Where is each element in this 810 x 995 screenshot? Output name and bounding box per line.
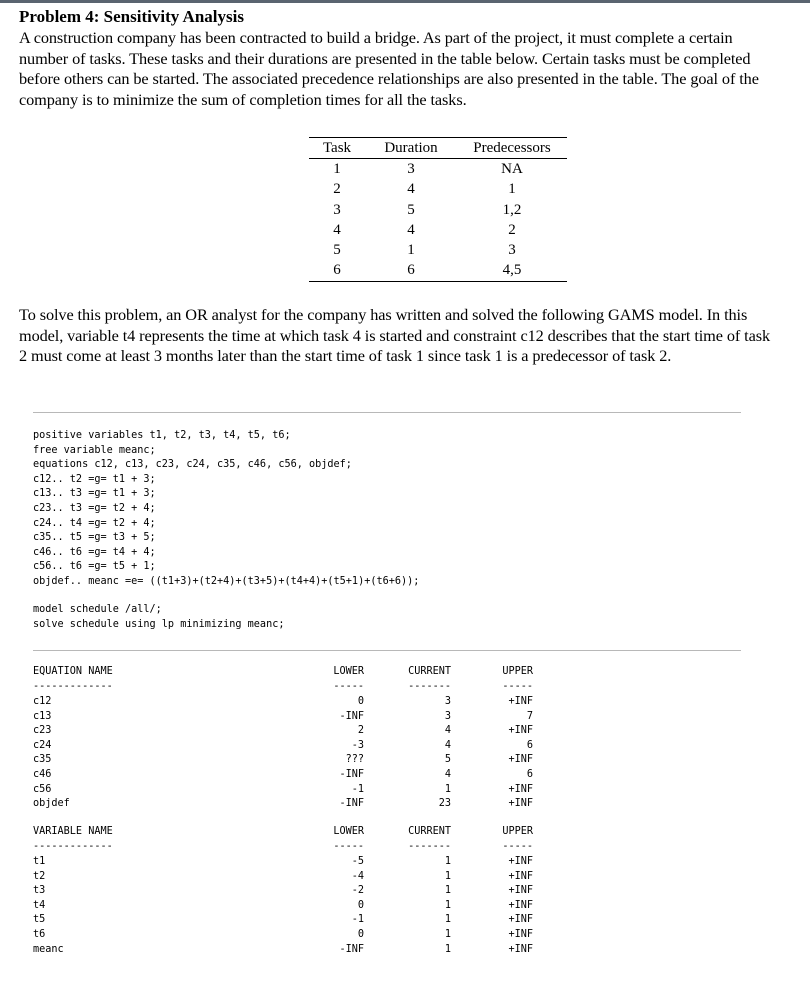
lower-value: 0 [357, 696, 364, 707]
col-header-task: Task [309, 138, 365, 159]
duration-cell: 6 [365, 260, 457, 281]
gams-code-block [33, 429, 419, 590]
variable-name: meanc [33, 943, 64, 955]
col-header-current: CURRENT [408, 826, 451, 837]
lower-value: -3 [351, 739, 364, 751]
equation-name: objdef [33, 798, 70, 810]
header-underline: ----- [333, 681, 364, 692]
current-value: 1 [444, 914, 451, 926]
divider [33, 412, 741, 413]
col-header-predecessors: Predecessors [457, 138, 567, 159]
col-header-variable-name: VARIABLE NAME [33, 826, 113, 837]
current-value: 1 [444, 899, 451, 911]
task-cell: 3 [333, 201, 341, 218]
predecessors-cell: 1 [508, 181, 516, 198]
code-line: objdef.. meanc =e= ((t1+3)+(t2+4)+(t3+5)+(t4+4)+(t5+1)+(t6+6)); [33, 575, 420, 587]
variable-name: t6 [33, 929, 46, 940]
lower-value: -INF [339, 798, 364, 810]
predecessors-cell: 3 [508, 242, 516, 259]
variable-name: t1 [33, 856, 46, 867]
task-cell: 4 [333, 221, 341, 238]
upper-value: 6 [526, 769, 533, 780]
table-row [309, 260, 567, 281]
code-line: c35.. t5 =g= t3 + 5; [33, 532, 156, 544]
code-line: solve schedule using lp minimizing meanc; [33, 618, 285, 630]
variable-name: t2 [33, 870, 46, 882]
header-underline: ----- [502, 841, 533, 852]
upper-value: +INF [508, 929, 533, 940]
equation-name: c13 [33, 710, 52, 722]
col-header-equation-name: EQUATION NAME [33, 666, 113, 677]
table-row [309, 220, 567, 240]
col-header-current: CURRENT [408, 666, 451, 677]
equation-name: c24 [33, 739, 52, 751]
upper-value: +INF [508, 798, 533, 810]
current-value: 4 [444, 725, 451, 737]
variable-name: t5 [33, 914, 46, 926]
current-value: 1 [444, 870, 451, 882]
code-line: model schedule /all/; [33, 604, 162, 615]
duration-cell: 3 [407, 161, 415, 177]
current-value: 1 [444, 885, 451, 897]
predecessors-cell: 2 [508, 221, 516, 238]
current-value: 3 [444, 710, 451, 722]
upper-value: +INF [508, 899, 533, 911]
duration-cell: 1 [407, 242, 415, 259]
col-header-duration: Duration [365, 138, 457, 159]
header-underline: ----- [333, 841, 364, 852]
duration-cell: 4 [407, 181, 415, 198]
table-row [309, 200, 567, 220]
predecessors-cell: 4,5 [457, 260, 567, 281]
upper-value: +INF [508, 885, 533, 897]
predecessors-cell: 1,2 [502, 201, 522, 218]
equation-name: c12 [33, 696, 52, 707]
current-value: 5 [444, 754, 451, 766]
duration-cell: 5 [407, 201, 415, 218]
divider [33, 650, 741, 651]
lower-value: -1 [351, 783, 364, 795]
current-value: 1 [444, 943, 451, 955]
code-line: equations c12, c13, c23, c24, c35, c46, c56, objdef; [33, 459, 352, 471]
lower-value: -1 [351, 914, 364, 926]
task-table [309, 137, 567, 282]
current-value: 4 [444, 769, 451, 780]
upper-value: 6 [526, 739, 533, 751]
table-row [309, 179, 567, 199]
upper-value: +INF [508, 870, 533, 882]
task-cell: 5 [333, 242, 341, 259]
lower-value: -5 [351, 856, 364, 867]
lower-value: -INF [339, 943, 364, 955]
equation-name: c23 [33, 725, 52, 737]
table-row [309, 159, 567, 180]
upper-value: +INF [508, 783, 533, 795]
predecessors-cell: NA [501, 161, 523, 177]
col-header-lower: LOWER [333, 826, 364, 837]
code-line: c13.. t3 =g= t1 + 3; [33, 488, 156, 500]
variable-name: t4 [33, 899, 46, 911]
lower-value: -INF [339, 769, 364, 780]
header-underline: ------- [408, 841, 451, 852]
upper-value: +INF [508, 943, 533, 955]
lower-value: -4 [351, 870, 364, 882]
code-line: free variable meanc; [33, 444, 156, 456]
upper-value: +INF [508, 914, 533, 926]
header-underline: ------- [408, 681, 451, 692]
lower-value: 0 [357, 929, 364, 940]
task-cell: 2 [333, 181, 341, 198]
equation-name: c46 [33, 769, 52, 780]
header-underline: ----- [502, 681, 533, 692]
upper-value: +INF [508, 725, 533, 737]
lower-value: ??? [345, 754, 364, 766]
upper-value: 7 [526, 710, 533, 722]
equation-name: c35 [33, 754, 52, 766]
task-cell: 6 [309, 260, 365, 281]
code-line: c12.. t2 =g= t1 + 3; [33, 473, 156, 485]
duration-cell: 4 [407, 221, 415, 238]
lower-value: -INF [339, 710, 364, 722]
col-header-upper: UPPER [502, 826, 533, 837]
current-value: 23 [438, 798, 451, 810]
current-value: 3 [444, 696, 451, 707]
current-value: 1 [444, 929, 451, 940]
current-value: 1 [444, 783, 451, 795]
task-cell: 1 [333, 161, 341, 177]
code-line: c23.. t3 =g= t2 + 4; [33, 502, 156, 514]
task-table-header [309, 138, 567, 159]
lower-value: 0 [357, 899, 364, 911]
problem-intro: A construction company has been contracted to build a bridge. As part of the project, it must complete a certain number of tasks. These tasks and their durations are presented in the table below. Certain tasks must be completed before others can be started. The associated precedence relationships are also presented in the table. The goal of the company is to minimize the sum of completion times for all the tasks. [19, 28, 759, 109]
current-value: 4 [444, 739, 451, 751]
code-line: c46.. t6 =g= t4 + 4; [33, 546, 156, 558]
header-underline: ------------- [33, 841, 113, 852]
top-border [0, 0, 810, 3]
code-line: c56.. t6 =g= t5 + 1; [33, 561, 156, 573]
lower-value: -2 [351, 885, 364, 897]
gams-solve-block [33, 603, 284, 632]
variable-name: t3 [33, 885, 46, 897]
problem-title: Problem 4: Sensitivity Analysis [19, 7, 244, 26]
table-row [309, 240, 567, 260]
equation-name: c56 [33, 783, 52, 795]
upper-value: +INF [508, 754, 533, 766]
upper-value: +INF [508, 856, 533, 867]
upper-value: +INF [508, 696, 533, 707]
header-underline: ------------- [33, 681, 113, 692]
current-value: 1 [444, 856, 451, 867]
col-header-upper: UPPER [502, 666, 533, 677]
col-header-lower: LOWER [333, 666, 364, 677]
model-intro: To solve this problem, an OR analyst for the company has written and solved the following GAMS model. In this model, variable t4 represents the time at which task 4 is started and constraint c12 describes that the start time of task 2 must come at least 3 months later than the start time of task 1 since task 1 is a predecessor of task 2. [19, 305, 770, 365]
lower-value: 2 [357, 725, 364, 737]
code-line: c24.. t4 =g= t2 + 4; [33, 517, 156, 529]
code-line: positive variables t1, t2, t3, t4, t5, t6; [33, 430, 291, 441]
